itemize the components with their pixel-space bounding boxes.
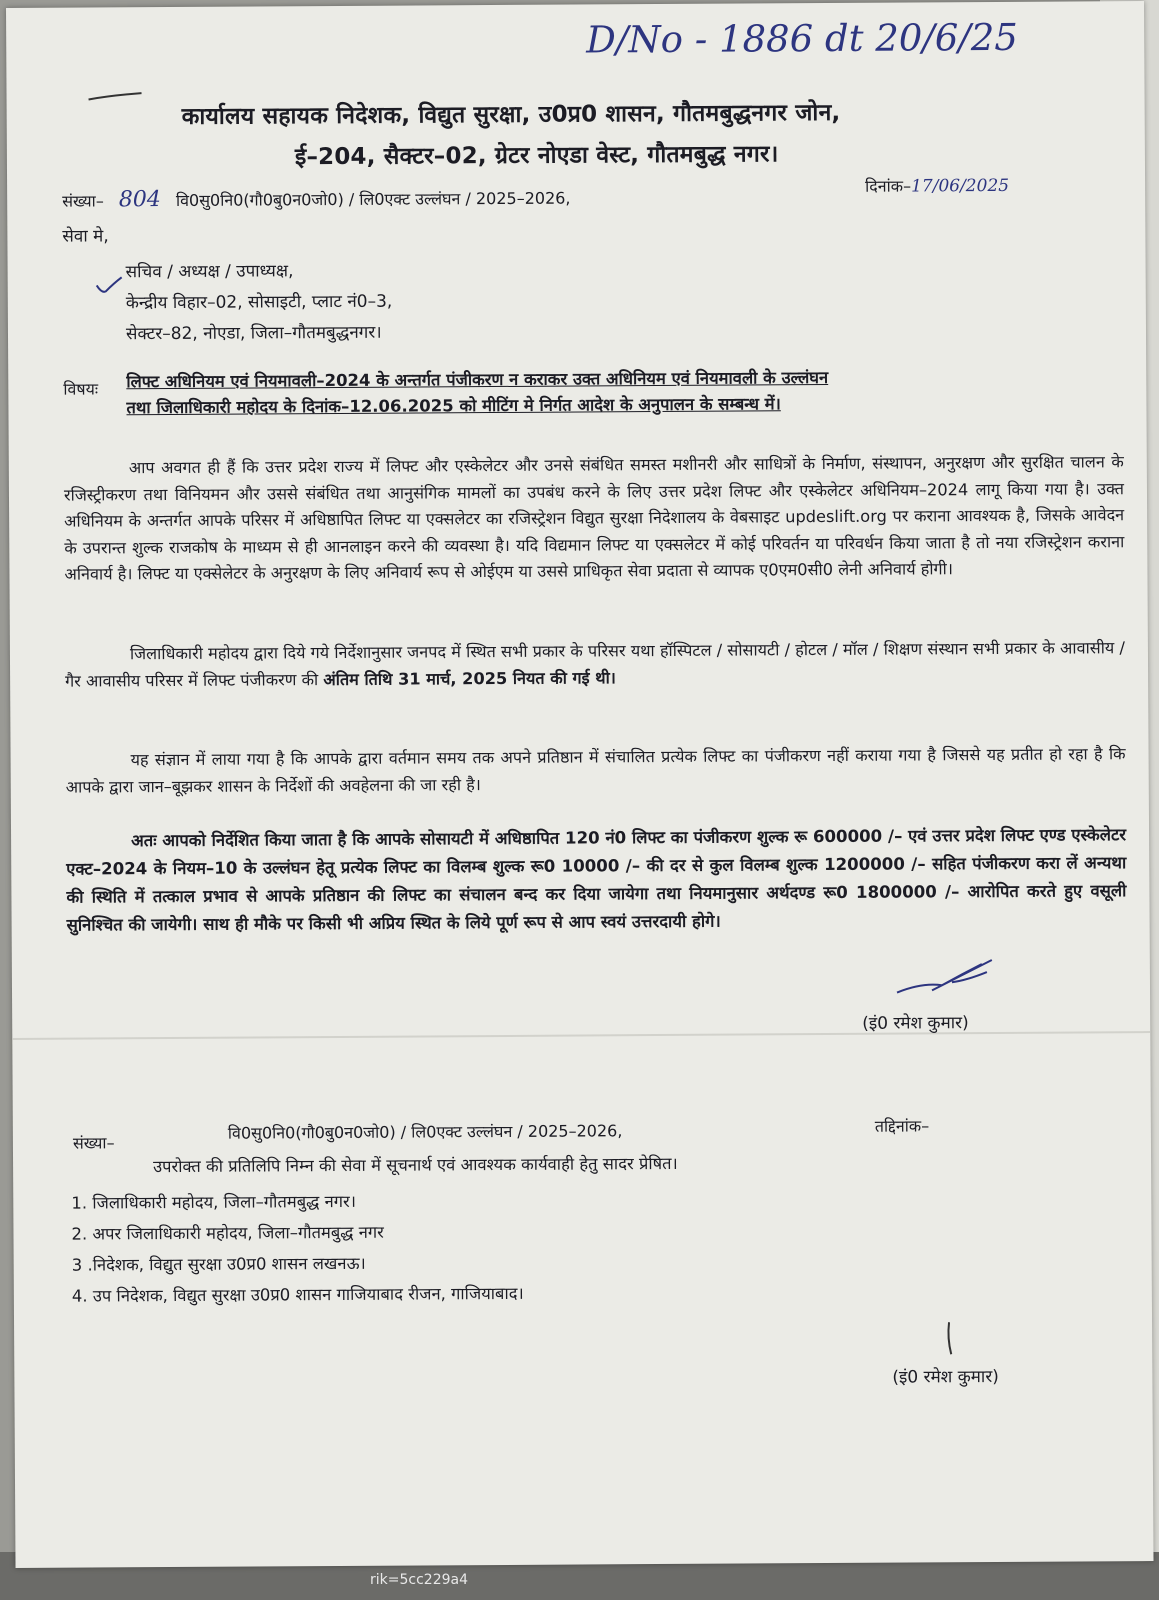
letter-page (6, 1, 1154, 1568)
letter-date (865, 174, 1009, 197)
body-paragraph-1: आप अवगत ही हैं कि उत्तर प्रदेश राज्य में लिफ्ट और एस्केलेटर और उनसे संबंधित समस्त मशीनरी और साधित्रों के निर्माण, संस्थापन, अनुरक्षण और सुरक्षित चालन के रजिस्ट्रीकरण तथा विनियमन और उससे संबंधित तथा आनुसंगिक मामलों का उपबंध करने के लिए उत्तर प्रदेश लिफ्ट और एस्केलेटर अधिनियम–2024 लागू किया गया है। उक्त अधिनियम के अन्तर्गत आपके परिसर में अधिष्ठापित लिफ्ट या एक्सलेटर का रजिस्ट्रेशन विद्युत सुरक्षा निदेशालय के वेबसाइट updeslift.org पर कराना आवश्यक है, जिसके आवेदन के उपरान्त शुल्क राजकोष के माध्यम से ही आनलाइन करने की व्यवस्था है। यदि विद्यमान लिफ्ट या एक्सलेटर में कोई परिवर्तन या परिवर्धन किया जाता है तो नया रजिस्ट्रेशन कराना अनिवार्य है। लिफ्ट या एक्सेलेटर के अनुरक्षण के लिए अनिवार्य रूप से ओईएम या उससे प्राधिकृत सेवा प्रदाता से व्यापक ए0एम0सी0 लेनी अनिवार्य होगी। (63, 452, 1125, 584)
copy-reference-text: वि0सु0नि0(गौ0बु0न0जो0) / लि0एक्ट उल्लंघन / 2025–2026, (227, 1121, 623, 1143)
signature-name: (इं0 रमेश कुमार) (862, 1013, 969, 1034)
paragraph-2-text: जिलाधिकारी महोदय द्वारा दिये गये निर्देशानुसार जनपद में स्थित सभी प्रकार के परिसर यथा हॉस्पिटल / सोसायटी / होटल / मॉल / शिक्षण संस्थान सभी प्रकार के आवासीय / गैर आवासीय परिसर में लिफ्ट पंजीकरण की (65, 638, 1125, 691)
paragraph-2-deadline: अंतिम तिथि 31 मार्च, 2025 नियत की गई थी। (323, 667, 616, 689)
handwritten-dispatch-ref: D/No - 1886 dt 20/6/25 (586, 15, 1019, 62)
copy-signature-name: (इं0 रमेश कुमार) (892, 1366, 999, 1388)
addressee-line: सेक्टर–82, नोएडा, जिला–गौतमबुद्धनगर। (125, 322, 382, 345)
list-item: 4. उप निदेशक, विद्युत सुरक्षा उ0प्र0 शासन गाजियाबाद रीजन, गाजियाबाद। (71, 1283, 524, 1306)
signature-scribble-icon (892, 952, 1002, 1003)
copy-recipient-list (71, 1185, 524, 1312)
copy-reference-label: संख्या– (72, 1133, 115, 1153)
office-header-line1: कार्यालय सहायक निदेशक, विद्युत सुरक्षा, उ0प्र0 शासन, गौतमबुद्धनगर जोन, (181, 99, 841, 130)
body-paragraph-2 (65, 635, 1125, 694)
handwritten-number: 804 (118, 187, 161, 213)
body-paragraph-4: अतः आपको निर्देशित किया जाता है कि आपके सोसायटी में अधिष्ठापित 120 नं0 लिफ्ट का पंजीकरण शुल्क रू 600000 /– एवं उत्तर प्रदेश लिफ्ट एण्ड एस्केलेटर एक्ट–2024 के नियम–10 के उल्लंघन हेतू प्रत्येक लिफ्ट का विलम्ब शुल्क रू0 10000 /– की दर से कुल विलम्ब शुल्क 1200000 /– सहित पंजीकरण करा लें अन्यथा की स्थिति में तत्काल प्रभाव से आपके प्रतिष्ठान की लिफ्ट का संचालन बन्द कर दिया जायेगा तथा नियमानुसार अर्थदण्ड रू0 1800000 /– आरोपित करते हुए वसूली सुनिश्चित की जायेगी। साथ ही मौके पर किसी भी अप्रिय स्थित के लिये पूर्ण रूप से आप स्वयं उत्तरदायी होगे। (66, 825, 1127, 935)
body-paragraph-3: यह संज्ञान में लाया गया है कि आपके द्वारा वर्तमान समय तक अपने प्रतिष्ठान में संचालित प्रत्येक लिफ्ट का पंजीकरण नहीं कराया गया है जिससे यह प्रतीत हो रहा है कि आपके द्वारा जान–बूझकर शासन के निर्देशों की अवहेलना की जा रही है। (65, 744, 1126, 797)
copy-date-label: तद्दिनांक– (874, 1116, 930, 1136)
reference-text: वि0सु0नि0(गौ0बु0न0जो0) / लि0एक्ट उल्लंघन / 2025–2026, (175, 188, 571, 210)
date-label: दिनांक– (865, 176, 912, 196)
initial-stroke-icon (939, 1320, 959, 1360)
handwritten-date: 17/06/2025 (910, 175, 1010, 197)
addressee-line: केन्द्रीय विहार–02, सोसाइटी, प्लाट नं0–3, (125, 291, 393, 314)
addressee-line: सचिव / अध्यक्ष / उपाध्यक्ष, (125, 261, 294, 283)
checkmark-icon (94, 275, 124, 297)
list-item: 2. अपर जिलाधिकारी महोदय, जिला–गौतमबुद्ध नगर (71, 1222, 384, 1244)
subject-line: लिफ्ट अधिनियम एवं नियमावली–2024 के अन्तर्गत पंजीकरण न कराकर उक्त अधिनियम एवं नियमावली के उल्लंघन (126, 367, 829, 392)
subject-text (126, 363, 1116, 421)
office-header-line2: ई–204, सैक्टर–02, ग्रेटर नोएडा वेस्ट, गौतमबुद्ध नगर। (294, 141, 779, 171)
paper-fold-line (12, 1031, 1150, 1040)
salutation: सेवा मे, (62, 226, 109, 247)
copy-intro: उपरोक्त की प्रतिलिपि निम्न की सेवा में सूचनार्थ एवं आवश्यक कार्यवाही हेतु सादर प्रेषित। (153, 1153, 678, 1177)
edge-fragment-bottom: rik=5cc229a4 (370, 1572, 468, 1588)
subject-label: विषयः (63, 379, 99, 399)
reference-number (62, 185, 570, 213)
reference-label: संख्या– (62, 191, 104, 211)
list-item: 3 .निदेशक, विद्युत सुरक्षा उ0प्र0 शासन लखनऊ। (71, 1253, 366, 1275)
list-item: 1. जिलाधिकारी महोदय, जिला–गौतमबुद्ध नगर। (71, 1191, 357, 1213)
subject-line: तथा जिलाधिकारी महोदय के दिनांक–12.06.2025 को मीटिंग मे निर्गत आदेश के अनुपालन के सम्बन्ध में। (126, 394, 781, 418)
pen-mark-icon (86, 85, 146, 105)
addressee-block (126, 256, 393, 351)
